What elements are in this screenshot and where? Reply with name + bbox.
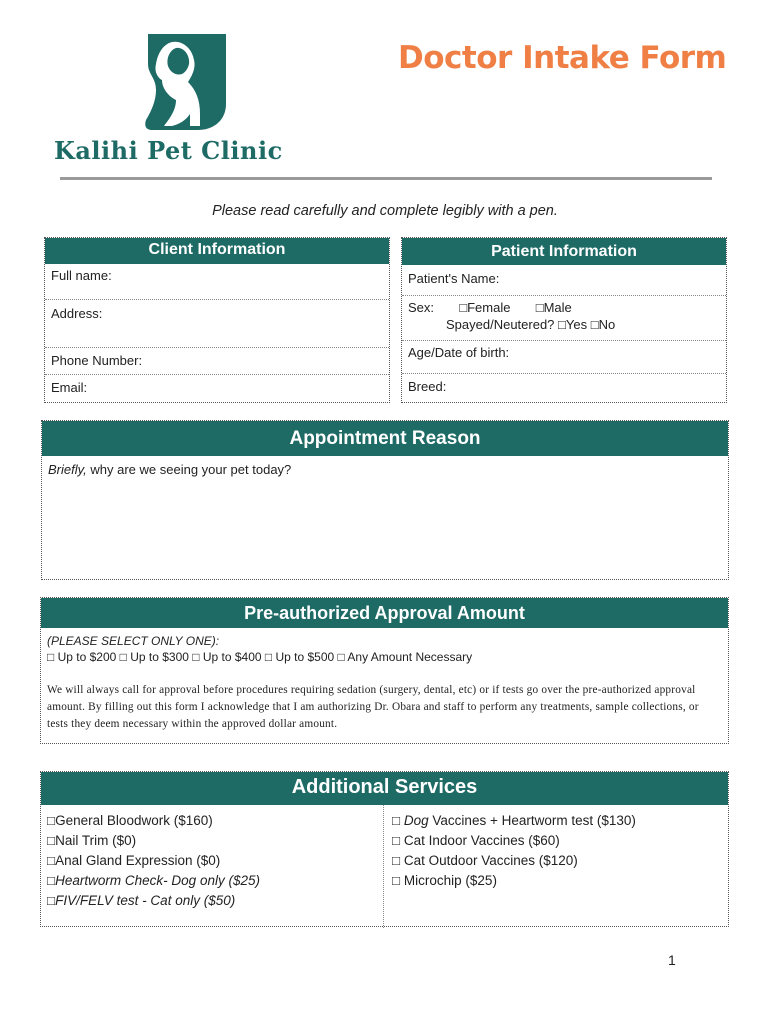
dog-vaccines-italic: Dog	[403, 813, 429, 828]
instruction-text: Please read carefully and complete legibly with a pen.	[212, 203, 558, 219]
dog-silhouette-icon	[142, 34, 232, 132]
form-title: Doctor Intake Form	[398, 40, 727, 76]
spayed-no-checkbox[interactable]: □No	[590, 317, 616, 332]
appointment-reason-section	[41, 420, 729, 580]
service-anal-gland-checkbox[interactable]: □Anal Gland Expression ($0)	[47, 853, 221, 868]
preauth-paragraph: We will always call for approval before procedures requiring sedation (surgery, dental, etc) or if tests go over the pre-authorized approval amount. By filling out this form I acknowledge that I am authorizing Dr. Obara and staff to perform any treatments, sample collections, or tests they deem necessary within the approved dollar amount.	[47, 684, 699, 730]
service-fiv-felv-checkbox[interactable]: □FIV/FELV test - Cat only ($50)	[47, 893, 236, 908]
patient-name-field[interactable]	[402, 265, 726, 296]
female-checkbox[interactable]: □Female	[459, 300, 511, 315]
sex-label: Sex:	[408, 300, 435, 315]
service-dog-vaccines-checkbox[interactable]	[392, 811, 636, 831]
reason-prompt-italic: Briefly,	[48, 462, 87, 477]
email-field[interactable]	[45, 375, 389, 401]
page-number: 1	[668, 952, 676, 968]
service-microchip-checkbox[interactable]: □ Microchip ($25)	[392, 873, 497, 888]
preauth-section	[40, 597, 729, 744]
phone-field[interactable]	[45, 348, 389, 375]
patient-name-label: Patient's Name:	[408, 271, 500, 286]
full-name-label: Full name:	[51, 268, 112, 283]
breed-field[interactable]	[402, 374, 726, 402]
full-name-field[interactable]	[45, 264, 389, 300]
service-nail-trim-checkbox[interactable]: □Nail Trim ($0)	[47, 833, 137, 848]
dog-vaccines-label: Vaccines + Heartworm test ($130)	[428, 813, 636, 828]
services-left-column	[41, 805, 384, 928]
reason-prompt: why are we seeing your pet today?	[86, 462, 292, 477]
breed-label: Breed:	[408, 379, 447, 394]
patient-info-title: Patient Information	[402, 238, 726, 265]
preauth-title: Pre-authorized Approval Amount	[41, 598, 728, 628]
address-label: Address:	[51, 306, 103, 321]
client-info-title: Client Information	[45, 238, 389, 264]
additional-services-title: Additional Services	[41, 772, 728, 805]
additional-services-section	[40, 771, 729, 927]
appointment-reason-title: Appointment Reason	[42, 421, 728, 456]
male-checkbox[interactable]: □Male	[535, 300, 572, 315]
reason-text-area[interactable]	[42, 456, 728, 483]
sex-field	[402, 296, 726, 341]
preauth-options[interactable]: □ Up to $200 □ Up to $300 □ Up to $400 □ Up to $500 □ Any Amount Necessary	[47, 650, 473, 664]
service-cat-indoor-checkbox[interactable]: □ Cat Indoor Vaccines ($60)	[392, 833, 560, 848]
client-info-section	[44, 237, 390, 403]
service-cat-outdoor-checkbox[interactable]: □ Cat Outdoor Vaccines ($120)	[392, 853, 578, 868]
service-heartworm-checkbox[interactable]: □Heartworm Check- Dog only ($25)	[47, 873, 260, 888]
header-divider	[60, 177, 712, 180]
email-label: Email:	[51, 380, 88, 395]
phone-label: Phone Number:	[51, 353, 143, 368]
age-label: Age/Date of birth:	[408, 345, 510, 360]
clinic-name: Kalihi Pet Clinic	[54, 136, 283, 165]
clinic-logo	[54, 34, 314, 169]
dog-vaccines-box: □	[392, 813, 404, 828]
spayed-yes-checkbox[interactable]: Spayed/Neutered? □Yes	[446, 317, 588, 332]
preauth-select-note: (PLEASE SELECT ONLY ONE):	[47, 634, 220, 648]
age-field[interactable]	[402, 341, 726, 374]
services-right-column	[384, 805, 642, 928]
address-field[interactable]	[45, 300, 389, 348]
service-bloodwork-checkbox[interactable]: □General Bloodwork ($160)	[47, 813, 213, 828]
patient-info-section	[401, 237, 727, 403]
